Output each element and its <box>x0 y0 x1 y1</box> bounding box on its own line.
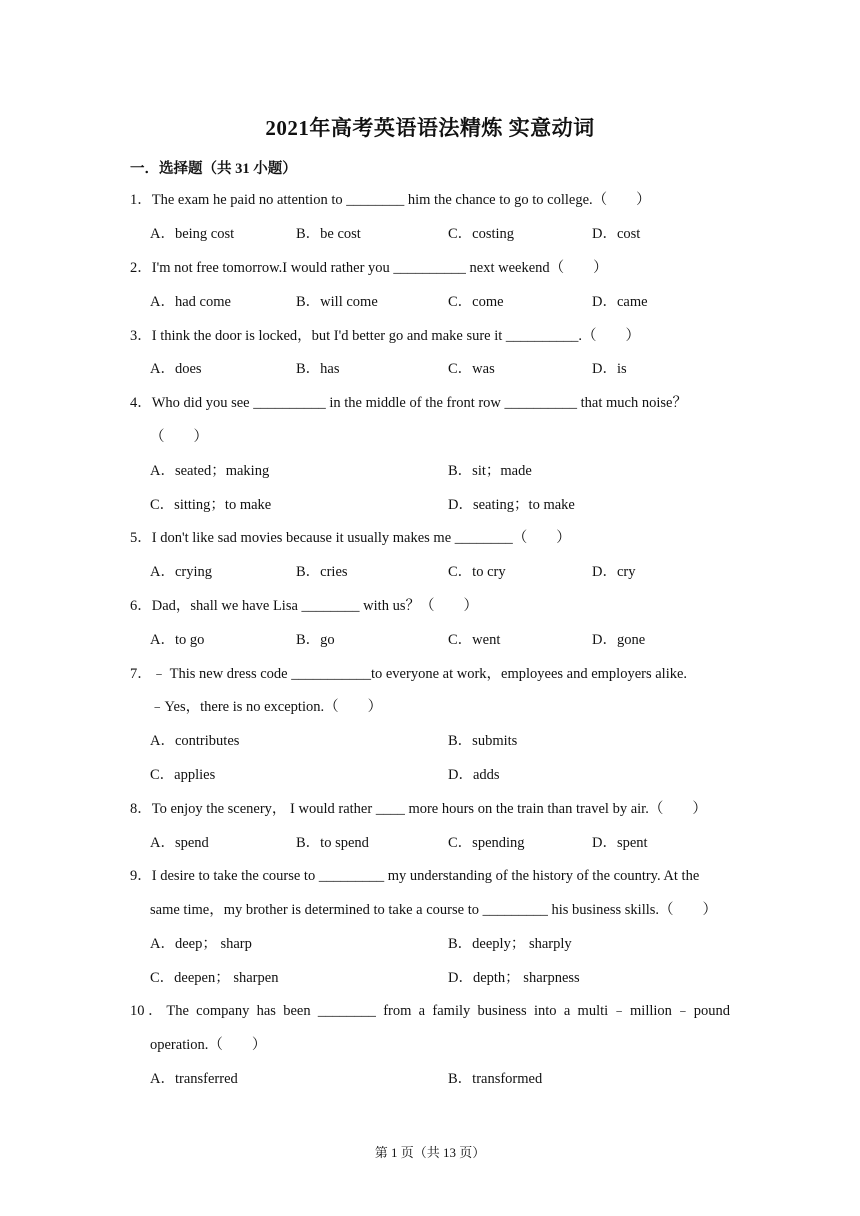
q3-option-c[interactable]: C．was <box>448 361 495 377</box>
q1-option-b[interactable]: B．be cost <box>296 226 361 242</box>
question-3: 3．I think the door is locked，but I'd better go and make sure it __________.（ ） <box>130 328 641 344</box>
question-1: 1．The exam he paid no attention to ________ him the chance to go to college.（ ） <box>130 192 651 208</box>
q7-option-a[interactable]: A．contributes <box>150 733 240 749</box>
q7-option-c[interactable]: C．applies <box>150 767 216 783</box>
q9-option-b[interactable]: B．deeply； sharply <box>448 936 572 952</box>
q1-option-d[interactable]: D．cost <box>592 226 641 242</box>
q7-option-d[interactable]: D．adds <box>448 767 500 783</box>
q3-option-a[interactable]: A．does <box>150 361 202 377</box>
q8-option-b[interactable]: B．to spend <box>296 835 369 851</box>
question-4-line-2: （ ） <box>150 429 208 445</box>
q9-option-c[interactable]: C．deepen； sharpen <box>150 970 279 986</box>
page-footer: 第 1 页（共 13 页） <box>374 1145 486 1160</box>
question-10-line-2: operation.（ ） <box>150 1037 267 1053</box>
q6-option-a[interactable]: A．to go <box>150 632 205 648</box>
q4-option-a[interactable]: A．seated；making <box>150 463 270 479</box>
q4-option-b[interactable]: B．sit；made <box>448 463 532 479</box>
q2-option-a[interactable]: A．had come <box>150 294 231 310</box>
question-6: 6．Dad，shall we have Lisa ________ with us？（ ） <box>130 598 478 614</box>
q6-option-d[interactable]: D．gone <box>592 632 646 648</box>
question-5: 5．I don't like sad movies because it usually makes me ________（ ） <box>130 530 571 546</box>
q1-option-a[interactable]: A．being cost <box>150 226 235 242</box>
q4-option-d[interactable]: D．seating；to make <box>448 497 575 513</box>
q8-option-c[interactable]: C．spending <box>448 835 525 851</box>
question-8: 8．To enjoy the scenery， I would rather ____ more hours on the train than travel by air.（ ） <box>130 801 707 817</box>
q5-option-a[interactable]: A．crying <box>150 564 213 580</box>
q5-option-d[interactable]: D．cry <box>592 564 636 580</box>
question-7: 7．﹣ This new dress code ___________to everyone at work，employees and employers alike. <box>130 666 688 682</box>
q8-option-a[interactable]: A．spend <box>150 835 209 851</box>
q4-option-c[interactable]: C．sitting；to make <box>150 497 272 513</box>
question-4: 4．Who did you see __________ in the middle of the front row __________ that much noise？ <box>130 395 687 411</box>
q6-option-c[interactable]: C．went <box>448 632 501 648</box>
section-heading: 一．选择题（共 31 小题） <box>130 161 297 177</box>
question-7-line-2: ﹣Yes，there is no exception.（ ） <box>150 699 383 715</box>
document-title: 2021年高考英语语法精炼 实意动词 <box>265 116 595 140</box>
question-9: 9．I desire to take the course to _________ my understanding of the history of the country. At the <box>130 868 700 884</box>
q9-option-a[interactable]: A．deep； sharp <box>150 936 252 952</box>
q5-option-b[interactable]: B．cries <box>296 564 348 580</box>
q9-option-d[interactable]: D．depth； sharpness <box>448 970 580 986</box>
q8-option-d[interactable]: D．spent <box>592 835 648 851</box>
question-10: 10．The company has been ________ from a family business into a multi﹣million﹣pound <box>130 1003 730 1019</box>
q6-option-b[interactable]: B．go <box>296 632 335 648</box>
q3-option-d[interactable]: D．is <box>592 361 627 377</box>
q10-option-a[interactable]: A．transferred <box>150 1071 238 1087</box>
q1-option-c[interactable]: C．costing <box>448 226 515 242</box>
q3-option-b[interactable]: B．has <box>296 361 340 377</box>
q2-option-b[interactable]: B．will come <box>296 294 378 310</box>
q2-option-c[interactable]: C．come <box>448 294 504 310</box>
q5-option-c[interactable]: C．to cry <box>448 564 506 580</box>
q7-option-b[interactable]: B．submits <box>448 733 518 749</box>
question-9-line-2: same time，my brother is determined to take a course to _________ his business skills.（ ） <box>150 902 718 918</box>
q10-option-b[interactable]: B．transformed <box>448 1071 543 1087</box>
q2-option-d[interactable]: D．came <box>592 294 648 310</box>
question-2: 2．I'm not free tomorrow.I would rather you __________ next weekend（ ） <box>130 260 608 276</box>
